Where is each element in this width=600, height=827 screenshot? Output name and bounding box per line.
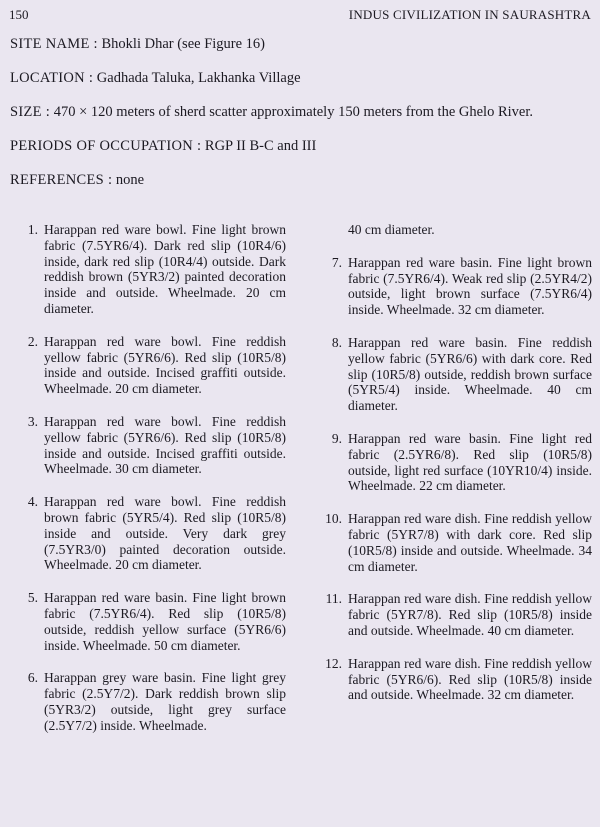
item-text: Harappan red ware basin. Fine light red fabric (2.5YR6/8). Red slip (10R5/8) outside, light red surface (10YR10/4) inside. Wheelmade. 22 cm diameter. (348, 430, 592, 494)
list-item (318, 431, 592, 494)
item-number: 9. (331, 430, 342, 446)
location-value: Gadhada Taluka, Lakhanka Village (96, 70, 301, 86)
item-text: Harappan red ware dish. Fine reddish yellow fabric (5YR7/8) with dark core. Red slip (10R5/8) inside and outside. Wheelmade. 34 cm diameter. (348, 511, 592, 574)
references-value: none (115, 172, 145, 188)
site-name-line (10, 36, 265, 53)
item-number: 6. (27, 670, 38, 686)
size-value: 470 × 120 meters of sherd scatter approximately 150 meters from the Ghelo River. (53, 104, 533, 120)
right-column (318, 222, 592, 703)
item-text: Harappan red ware basin. Fine light brown fabric (7.5YR6/4). Weak red slip (2.5YR4/2) outside, light brown surface (7.5YR6/4) inside. Wheelmade. 32 cm diameter. (348, 254, 592, 318)
location-line (10, 70, 301, 87)
periods-label: PERIODS OF OCCUPATION : (10, 138, 202, 154)
item-text: Harappan grey ware basin. Fine light grey fabric (2.5Y7/2). Dark reddish brown slip (5YR3/2) outside, light grey surface (2.5Y7/2) inside. Wheelmade. (44, 670, 286, 733)
running-title: INDUS CIVILIZATION IN SAURASHTRA (348, 7, 591, 22)
site-name-label: SITE NAME : (10, 36, 98, 52)
periods-value: RGP II B-C and III (204, 138, 317, 154)
item-text: Harappan red ware bowl. Fine light brown fabric (7.5YR6/4). Dark red slip (10R4/6) inside, dark red slip (10R4/4) outside. Dark reddish brown (5YR3/2) painted decoration inside and outside. Wheelmade. 20 cm diameter. (44, 222, 286, 316)
left-column (14, 222, 286, 734)
item-text: Harappan red ware dish. Fine reddish yellow fabric (5YR6/6). Red slip (10R5/8) inside and outside. Wheelmade. 32 cm diameter. (348, 655, 592, 703)
item-number: 11. (325, 591, 342, 607)
item-number: 7. (331, 254, 342, 270)
list-item (318, 255, 592, 318)
references-line (10, 172, 144, 189)
references-label: REFERENCES : (10, 172, 113, 188)
list-item (318, 335, 592, 414)
item-text: Harappan red ware dish. Fine reddish yellow fabric (5YR7/8). Red slip (10R5/8) inside and outside. Wheelmade. 40 cm diameter. (348, 591, 592, 638)
item-text: Harappan red ware bowl. Fine reddish yellow fabric (5YR6/6). Red slip (10R5/8) inside and outside. Incised graffiti outside. Wheelmade. 20 cm diameter. (44, 333, 286, 397)
item-number: 2. (27, 333, 38, 349)
size-label: SIZE : (10, 104, 51, 120)
item-text: Harappan red ware bowl. Fine reddish brown fabric (5YR5/4). Red slip (10R5/8) inside and outside. Very dark grey (7.5YR3/0) painted decoration outside. Wheelmade. 20 cm diameter. (44, 494, 286, 573)
item-number: 3. (27, 413, 38, 429)
item-number: 1. (27, 222, 38, 237)
item-number: 12. (325, 655, 342, 671)
list-item (14, 670, 286, 733)
item-number: 5. (27, 590, 38, 606)
location-label: LOCATION : (10, 70, 94, 86)
site-name-value: Bhokli Dhar (see Figure 16) (101, 36, 266, 52)
list-item (318, 656, 592, 703)
item-text: Harappan red ware bowl. Fine reddish yellow fabric (5YR6/6). Red slip (10R5/8) inside and outside. Incised graffiti outside. Wheelmade. 30 cm diameter. (44, 413, 286, 477)
list-item (14, 222, 286, 317)
item-text: Harappan red ware basin. Fine reddish yellow fabric (5YR6/6) with dark core. Red slip (10R5/8) outside, reddish brown surface (5YR5/4) inside. Wheelmade. 40 cm diameter. (348, 334, 592, 414)
item-text: Harappan red ware basin. Fine light brown fabric (7.5YR6/4). Red slip (10R5/8) outside, reddish yellow surface (5YR6/6) inside. Wheelmade. 50 cm diameter. (44, 590, 286, 653)
item-number: 4. (27, 494, 38, 510)
page-header (9, 7, 591, 25)
item-text: 40 cm diameter. (348, 222, 435, 237)
list-item (318, 511, 592, 574)
page-number: 150 (9, 7, 29, 22)
item-number: 8. (331, 334, 342, 350)
periods-line (10, 138, 316, 155)
item-number: 10. (325, 511, 342, 527)
list-item (14, 414, 286, 477)
list-item (14, 590, 286, 653)
list-item (14, 494, 286, 573)
list-item (14, 334, 286, 397)
list-item-continuation (318, 222, 592, 238)
size-line (10, 104, 533, 121)
list-item (318, 591, 592, 638)
